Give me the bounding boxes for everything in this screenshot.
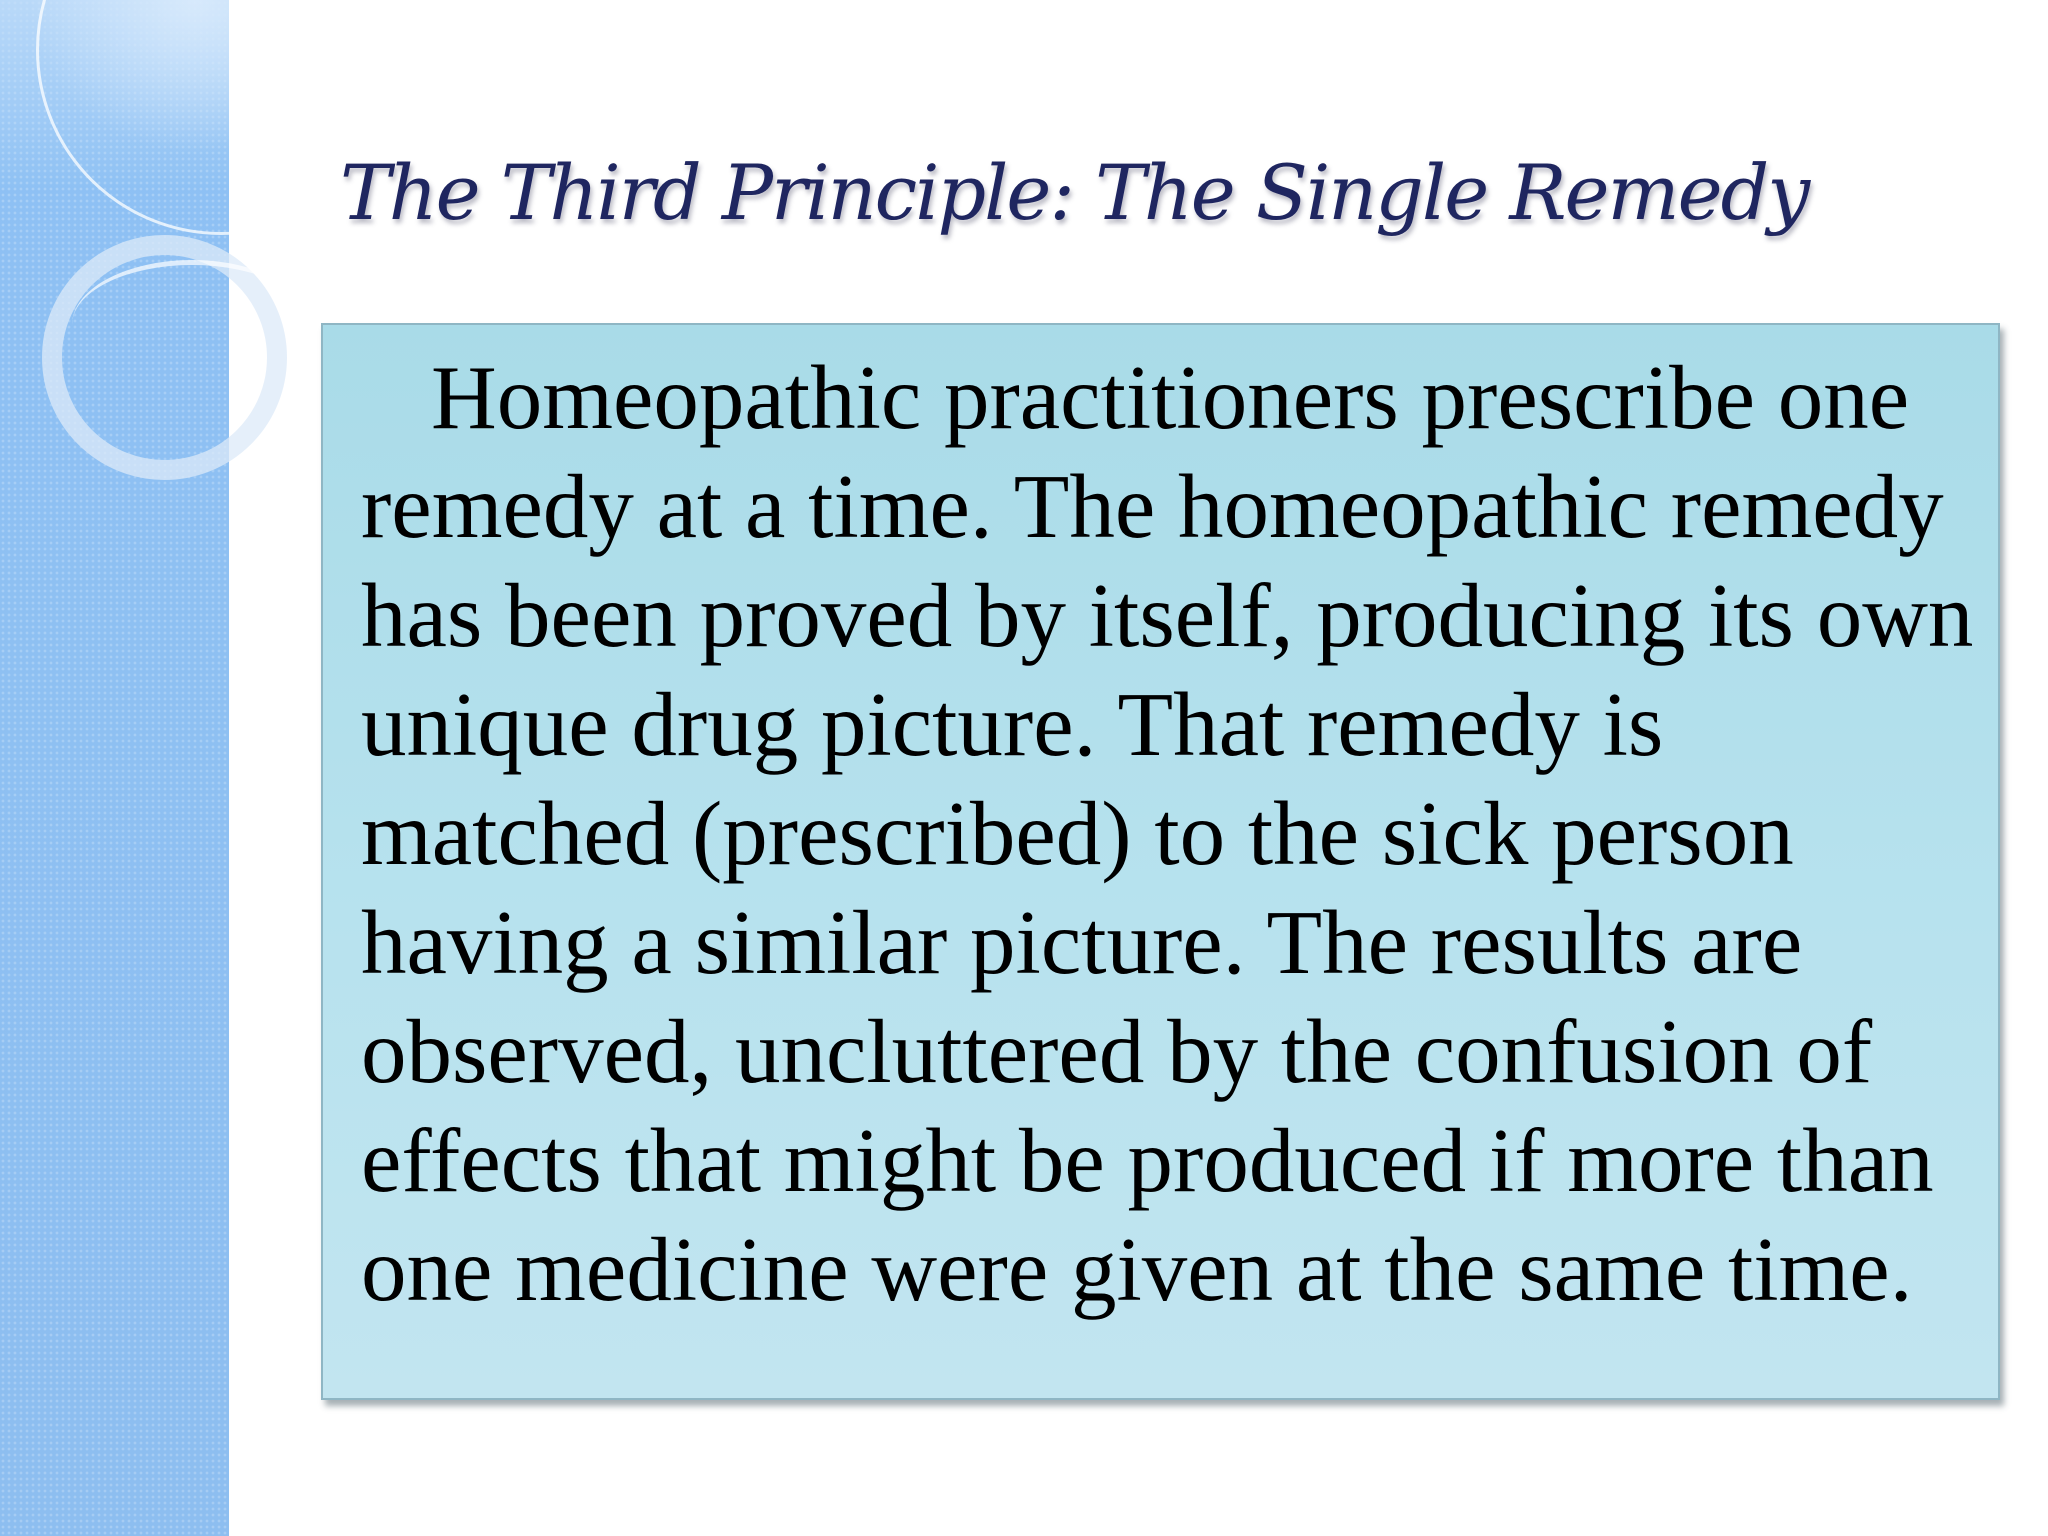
body-paragraph: Homeopathic practitioners prescribe one remedy at a time. The homeopathic remedy has been proved by itself, producing its own unique drug picture. That remedy is matched (prescribed) to the sick person having a similar picture. The results are observed, uncluttered by the confusion of effects that might be produced if more than one medicine were given at the same time. [361, 347, 1974, 1320]
content-box [321, 323, 2000, 1400]
slide-title: The Third Principle: The Single Remedy [340, 148, 1809, 237]
decorative-ring-arc [72, 260, 312, 390]
